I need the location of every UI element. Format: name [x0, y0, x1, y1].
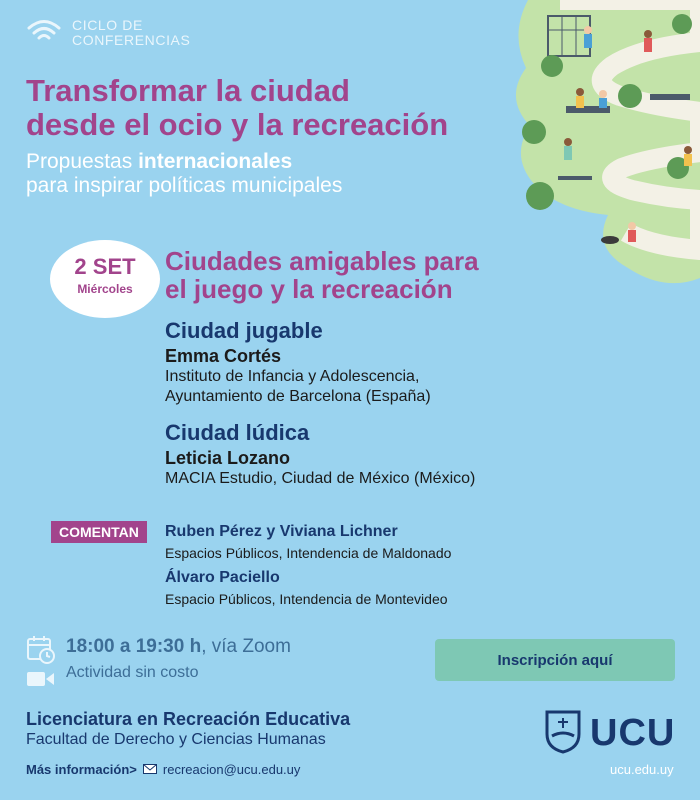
commenter-name: Ruben Pérez y Viviana Lichner: [165, 523, 398, 540]
email-link[interactable]: recreacion@ucu.edu.uy: [162, 762, 301, 777]
page-title: [26, 74, 448, 142]
logo-text: UCU: [590, 712, 676, 754]
date-badge: [50, 240, 160, 318]
session-weekday: Miércoles: [77, 282, 133, 296]
commenter-name: Álvaro Paciello: [165, 569, 280, 586]
session-title-line-1: Ciudades amigables para: [165, 246, 479, 276]
wifi-icon: [26, 18, 62, 49]
faculty-name: Facultad de Derecho y Ciencias Humanas: [26, 731, 326, 748]
video-camera-icon: [26, 670, 56, 693]
subtitle-bold: internacionales: [138, 150, 293, 173]
website-link[interactable]: ucu.edu.uy: [610, 762, 674, 777]
session-date: 2 SET: [74, 254, 136, 279]
talk-title: Ciudad lúdica: [165, 420, 310, 445]
commenter-1: [165, 523, 451, 561]
subtitle: [26, 150, 342, 198]
time-range: 18:00 a 19:30 h: [66, 636, 202, 657]
session-title-line-2: el juego y la recreación: [165, 274, 453, 304]
speaker-affiliation-line-1: Instituto de Infancia y Adolescencia,: [165, 368, 420, 385]
cost-note: Actividad sin costo: [66, 664, 199, 681]
time-platform: , vía Zoom: [201, 636, 291, 657]
more-info: [26, 762, 300, 777]
talk-title: Ciudad jugable: [165, 318, 323, 343]
mail-icon: [143, 762, 157, 777]
park-illustration: [500, 0, 700, 290]
subtitle-line-1: [26, 150, 342, 174]
speaker-name: Leticia Lozano: [165, 448, 291, 468]
calendar-icon: [26, 634, 56, 669]
subtitle-line-2: para inspirar políticas municipales: [26, 174, 343, 197]
series-label: [26, 18, 190, 49]
talk-1: [165, 318, 431, 407]
ucu-logo: [544, 708, 675, 759]
ucu-shield-icon: [544, 708, 582, 759]
degree-name: Licenciatura en Recreación Educativa: [26, 709, 351, 729]
time-line: [66, 636, 291, 658]
subtitle-prefix: Propuestas: [26, 150, 139, 173]
speaker-name: Emma Cortés: [165, 346, 282, 366]
title-line-2: desde el ocio y la recreación: [26, 107, 449, 142]
speaker-affiliation-line-2: Ayuntamiento de Barcelona (España): [165, 388, 431, 405]
title-line-1: Transformar la ciudad: [26, 73, 350, 108]
series-line-1: CICLO DE: [72, 17, 143, 33]
more-info-label: Más información>: [26, 762, 137, 777]
commenter-org: Espacios Públicos, Intendencia de Maldonado: [165, 545, 452, 561]
signup-button[interactable]: Inscripción aquí: [435, 639, 675, 681]
session-title: [165, 247, 479, 303]
comment-tag: COMENTAN: [51, 521, 147, 543]
talk-2: [165, 420, 475, 489]
speaker-affiliation-line-1: MACIA Estudio, Ciudad de México (México): [165, 470, 476, 487]
commenter-2: [165, 569, 448, 607]
series-line-2: CONFERENCIAS: [72, 32, 191, 48]
commenter-org: Espacio Públicos, Intendencia de Montevideo: [165, 591, 448, 607]
